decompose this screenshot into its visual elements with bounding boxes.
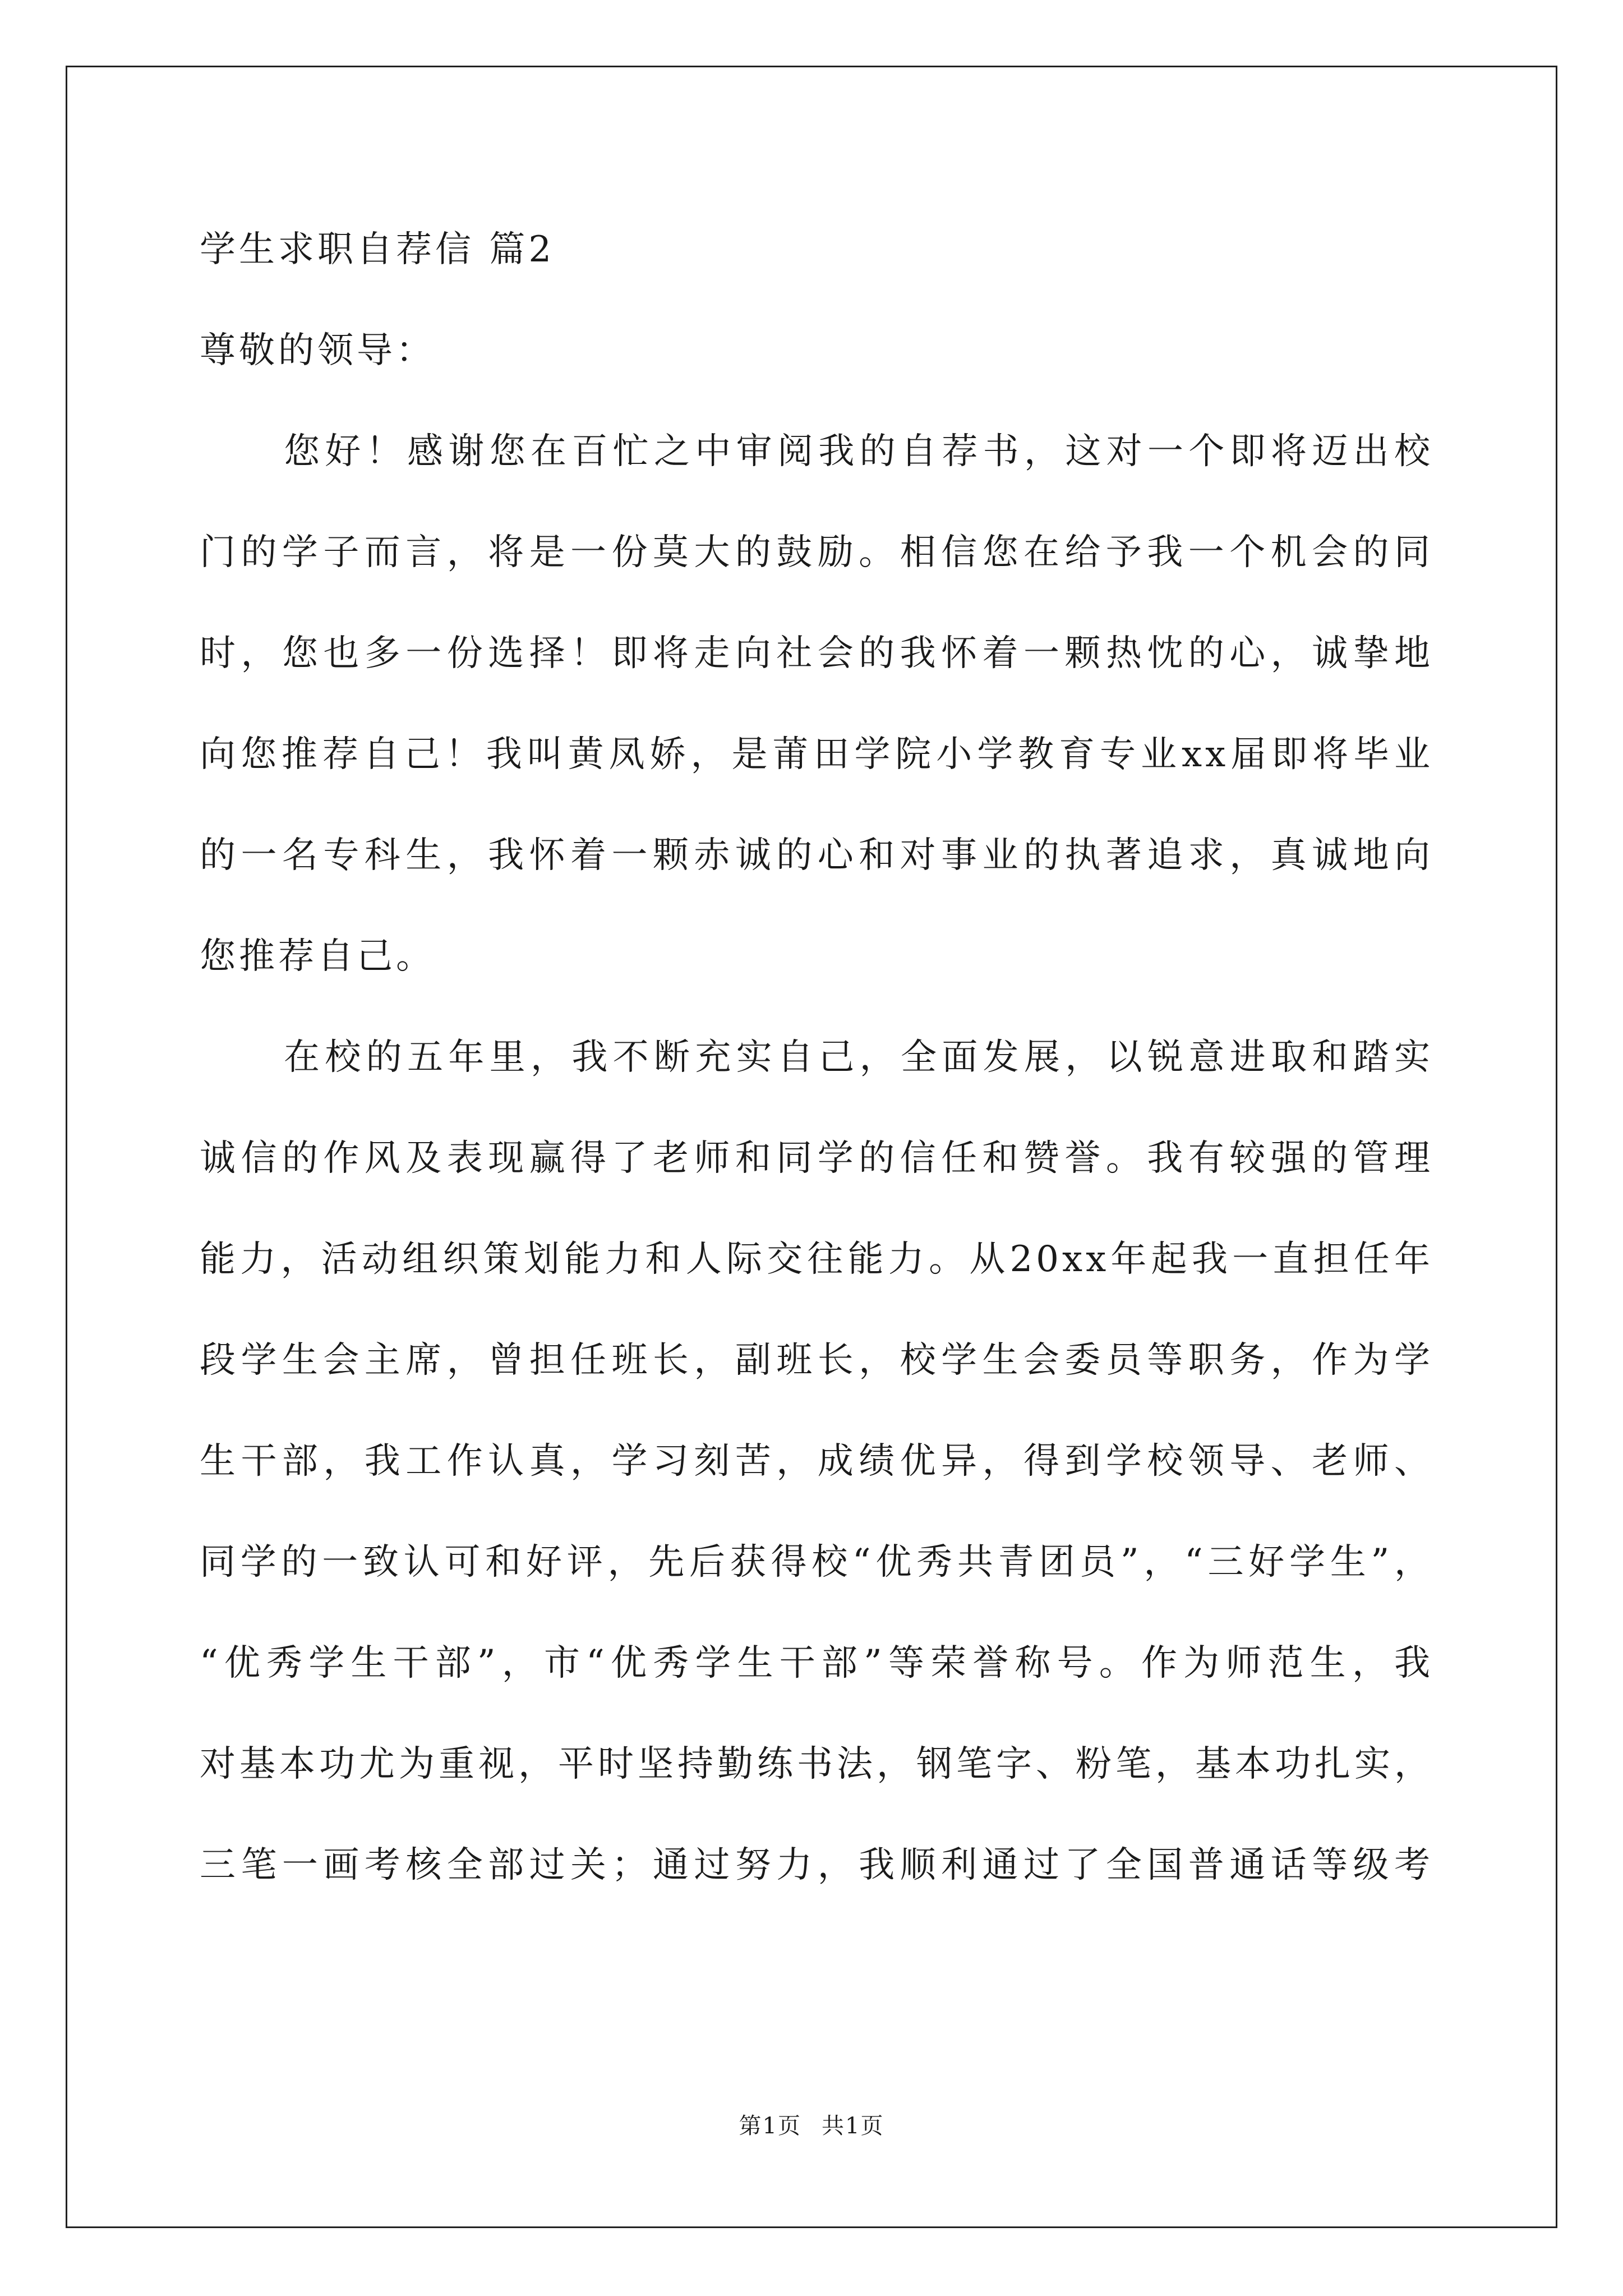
letter-body bbox=[200, 208, 1433, 1924]
text-line: 段学生会主席，曾担任班长，副班长，校学生会委员等职务，作为学 bbox=[200, 1340, 1433, 1381]
page-count: 共1页 bbox=[822, 2113, 884, 2139]
text-line: 向您推荐自己！我叫黄凤娇，是莆田学院小学教育专业xx届即将毕业 bbox=[200, 734, 1433, 775]
text-line: 同学的一致认可和好评，先后获得校“优秀共青团员”，“三好学生”， bbox=[200, 1542, 1433, 1583]
text-line: 在校的五年里，我不断充实自己，全面发展，以锐意进取和踏实 bbox=[284, 1037, 1433, 1078]
letter-heading: 学生求职自荐信 篇2 bbox=[200, 229, 555, 270]
page-footer bbox=[0, 2112, 1623, 2140]
salutation: 尊敬的领导： bbox=[200, 330, 435, 371]
text-line: 您推荐自己。 bbox=[200, 936, 435, 977]
text-line: 门的学子而言，将是一份莫大的鼓励。相信您在给予我一个机会的同 bbox=[200, 532, 1433, 573]
text-line: 诚信的作风及表现赢得了老师和同学的信任和赞誉。我有较强的管理 bbox=[200, 1138, 1433, 1179]
text-line: 能力，活动组织策划能力和人际交往能力。从20xx年起我一直担任年 bbox=[200, 1239, 1433, 1280]
text-line: 对基本功尤为重视，平时坚持勤练书法，钢笔字、粉笔，基本功扎实， bbox=[200, 1743, 1433, 1785]
text-line: 三笔一画考核全部过关；通过努力，我顺利通过了全国普通话等级考 bbox=[200, 1844, 1433, 1886]
text-line: 时，您也多一份选择！即将走向社会的我怀着一颗热忱的心，诚挚地 bbox=[200, 633, 1433, 674]
text-line: “优秀学生干部”，市“优秀学生干部”等荣誉称号。作为师范生，我 bbox=[200, 1642, 1433, 1684]
text-line: 的一名专科生，我怀着一颗赤诚的心和对事业的执著追求，真诚地向 bbox=[200, 835, 1433, 876]
text-line: 您好！感谢您在百忙之中审阅我的自荐书，这对一个即将迈出校 bbox=[284, 431, 1433, 472]
page-number: 第1页 bbox=[739, 2113, 801, 2139]
text-line: 生干部，我工作认真，学习刻苦，成绩优异，得到学校领导、老师、 bbox=[200, 1441, 1433, 1482]
